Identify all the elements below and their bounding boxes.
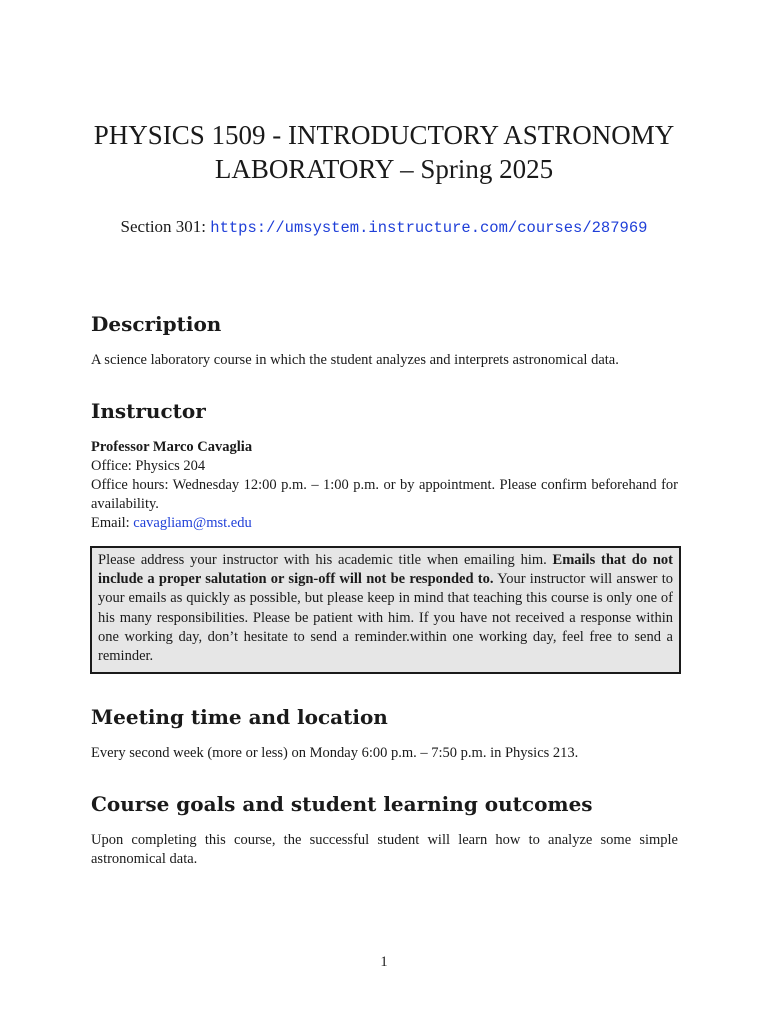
goals-heading: Course goals and student learning outcomes xyxy=(91,792,593,816)
instructor-name: Professor Marco Cavaglia xyxy=(91,439,253,455)
email-notice-box xyxy=(90,546,681,674)
instructor-email-line xyxy=(91,514,678,533)
instructor-heading: Instructor xyxy=(91,399,206,423)
instructor-info xyxy=(91,438,678,533)
description-heading: Description xyxy=(91,312,222,336)
section-info xyxy=(0,216,768,239)
instructor-office: Office: Physics 204 xyxy=(91,458,206,474)
page-number: 1 xyxy=(380,954,388,970)
email-label: Email: xyxy=(91,515,134,531)
section-label: Section 301: xyxy=(120,217,211,236)
title-line-2: LABORATORY – Spring 2025 xyxy=(214,154,554,184)
notice-text-start: Please address your instructor with his academic title when emailing him. xyxy=(98,552,553,568)
title-line-1: PHYSICS 1509 - INTRODUCTORY ASTRONOMY xyxy=(93,120,675,150)
goals-text: Upon completing this course, the successful student will learn how to analyze some simple astronomical data. xyxy=(91,832,678,867)
description-text: A science laboratory course in which the student analyzes and interprets astronomical data. xyxy=(91,352,619,368)
meeting-text: Every second week (more or less) on Monday 6:00 p.m. – 7:50 p.m. in Physics 213. xyxy=(91,745,579,761)
course-url-link[interactable]: https://umsystem.instructure.com/courses/287969 xyxy=(210,219,648,237)
notice-text-end: Your instructor will answer to your emails as quickly as possible, but please keep in mind that teaching this course is only one of his many responsibilities. Please be patient with him. If you have not received a response within one working day, don’t hesitate to send a reminder.within one working day, feel free to send a reminder. xyxy=(98,571,673,665)
instructor-email-link[interactable]: cavagliam@mst.edu xyxy=(133,515,252,531)
document-title xyxy=(0,118,768,186)
instructor-office-hours: Office hours: Wednesday 12:00 p.m. – 1:00 p.m. or by appointment. Please confirm beforehand for availability. xyxy=(91,477,678,512)
notice-bold-warning: Emails that do not include a proper salutation or sign-off will not be responded to. xyxy=(98,552,673,588)
meeting-heading: Meeting time and location xyxy=(91,705,388,729)
